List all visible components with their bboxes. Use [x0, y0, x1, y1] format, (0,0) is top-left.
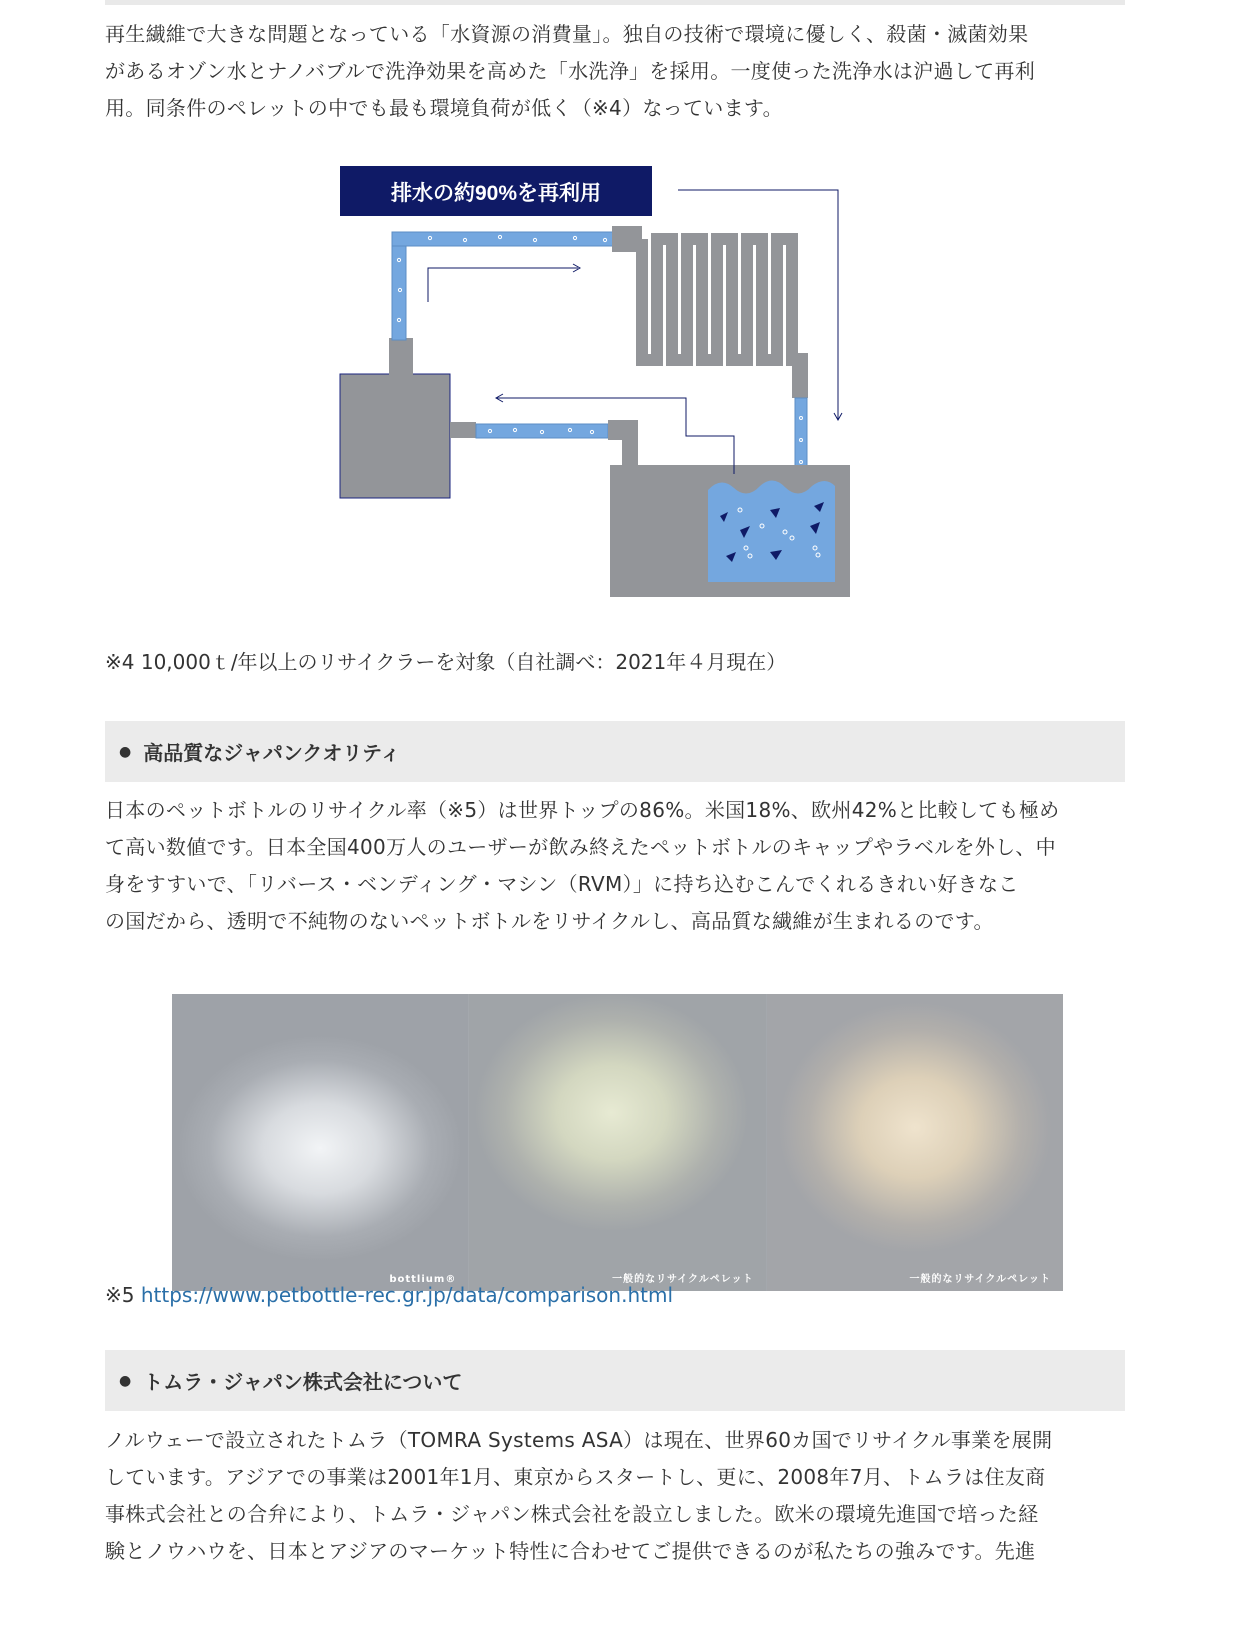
right-tank-outlet [622, 420, 638, 470]
text-line: ノルウェーで設立されたトムラ（TOMRA Systems ASA）は現在、世界60カ国でリサイクル事業を展開 [105, 1428, 1053, 1452]
photo-panel-bottlium [172, 994, 468, 1291]
text-line: 事株式会社との合弁により、トムラ・ジャパン株式会社を設立しました。欧米の環境先進国で培った経 [105, 1502, 1039, 1526]
top-pipe-vertical [392, 232, 406, 340]
section-title: 高品質なジャパンクオリティ [143, 741, 401, 765]
photo-panel-recycled-1 [468, 994, 765, 1291]
photo-label: 一般的なリサイクルペレット [909, 1274, 1051, 1285]
photo-label: 一般的なリサイクルペレット [612, 1274, 754, 1285]
photo-label: bottlium® [389, 1274, 457, 1285]
section-title: トムラ・ジャパン株式会社について [143, 1370, 463, 1394]
bottom-pipe [476, 424, 608, 438]
text-line: 身をすすいで、「リバース・ベンディング・マシン（RVM）」に持ち込むこんでくれるきれい好きなこ [105, 872, 1019, 896]
photo-panel-recycled-2 [766, 994, 1063, 1291]
footnote-5-prefix: ※5 [105, 1283, 141, 1307]
diagram-banner-text: 排水の約90%を再利用 [390, 182, 602, 205]
left-tank [340, 374, 450, 498]
section-header-quality [105, 721, 1125, 782]
bullet-icon: ● [119, 1372, 132, 1389]
text-line: しています。アジアでの事業は2001年1月、東京からスタートし、更に、2008年7月、トムラは住友商 [105, 1465, 1046, 1489]
footnote-4: ※4 10,000ｔ/年以上のリサイクラーを対象（自社調べ：2021年４月現在） [105, 650, 787, 674]
filter-outlet [792, 353, 808, 398]
quality-paragraph [105, 792, 1125, 940]
text-line: 験とノウハウを、日本とアジアのマーケット特性に合わせてご提供できるのが私たちの強みです。先進 [105, 1539, 1036, 1563]
text-line: の国だから、透明で不純物のないペットボトルをリサイクルし、高品質な繊維が生まれるのです。 [105, 909, 994, 933]
footnote-5 [105, 1280, 673, 1310]
text-line: 日本のペットボトルのリサイクル率（※5）は世界トップの86%。米国18%、欧州42%と比較しても極め [105, 798, 1060, 822]
pellet-comparison-photo [172, 994, 1063, 1291]
water-paragraph [105, 16, 1125, 127]
top-pipe-horizontal [392, 232, 620, 246]
text-line: があるオゾン水とナノバブルで洗浄効果を高めた「水洗浄」を採用。一度使った洗浄水は沪過して再利 [105, 59, 1035, 83]
tomra-paragraph [105, 1422, 1125, 1570]
bullet-icon: ● [119, 743, 132, 760]
text-line: 再生繊維で大きな問題となっている「水資源の消費量」。独自の技術で環境に優しく、殺菌・滅菌効果 [105, 22, 1029, 46]
top-pipe-bubbles [397, 235, 606, 321]
text-line: て高い数値です。日本全国400万人のユーザーが飲み終えたペットボトルのキャップやラベルを外し、中 [105, 835, 1056, 859]
serpentine-filter [642, 239, 800, 360]
left-tank-outlet [450, 422, 476, 438]
section-header-tomra [105, 1350, 1125, 1411]
petbottle-rec-link[interactable]: https://www.petbottle-rec.gr.jp/data/comparison.html [140, 1283, 674, 1307]
left-tank-neck [389, 338, 413, 376]
water-recycling-diagram [330, 160, 890, 620]
top-divider [105, 0, 1125, 5]
text-line: 用。同条件のペレットの中でも最も環境負荷が低く（※4）なっています。 [105, 96, 783, 120]
